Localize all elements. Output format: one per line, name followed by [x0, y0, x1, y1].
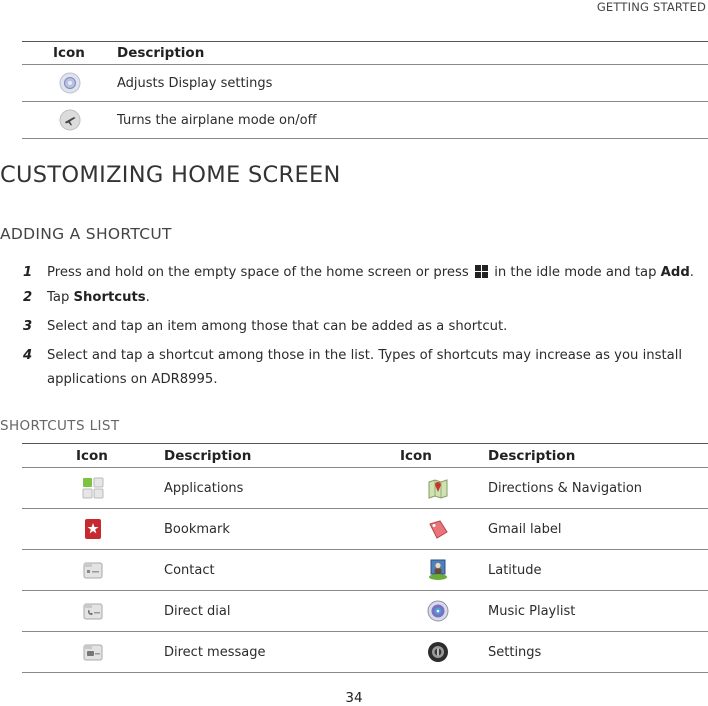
- table-row: [22, 509, 708, 550]
- contact-icon: [82, 559, 104, 581]
- table-row: [22, 65, 708, 102]
- table-cell-description: Latitude: [488, 562, 542, 578]
- step-text: Press and hold on the empty space of the home screen or press: [47, 265, 469, 280]
- table-cell-description: Adjusts Display settings: [117, 75, 273, 91]
- latitude-icon: [427, 559, 449, 581]
- table-row: [22, 591, 708, 632]
- running-header: GETTING STARTED: [596, 0, 706, 14]
- table-cell-description: Gmail label: [488, 521, 562, 537]
- settings-icon-table: [22, 41, 708, 139]
- column-header-description: Description: [488, 447, 576, 464]
- table-cell-description: Contact: [164, 562, 215, 578]
- section-title: ADDING A SHORTCUT: [0, 225, 172, 243]
- step-text: Select and tap an item among those that can be added as a shortcut.: [47, 319, 508, 334]
- column-header-description: Description: [164, 447, 252, 464]
- applications-icon: [82, 477, 104, 499]
- table-header-row: [22, 42, 708, 65]
- table-row: [22, 632, 708, 673]
- table-cell-description: Direct dial: [164, 603, 231, 619]
- gmail-label-icon: [427, 518, 449, 540]
- page-number: 34: [345, 690, 363, 706]
- step-text: applications on ADR8995.: [47, 372, 218, 387]
- home-grid-icon: [475, 265, 488, 278]
- table-cell-description: Bookmark: [164, 521, 230, 537]
- table-header-row: [22, 444, 708, 468]
- table-row: [22, 550, 708, 591]
- direct-dial-icon: [82, 600, 104, 622]
- step-keyword: Add: [660, 265, 690, 280]
- settings-icon: [427, 641, 449, 663]
- step-text: .: [145, 290, 150, 305]
- table-cell-description: Directions & Navigation: [488, 480, 643, 496]
- directions-navigation-icon: [427, 477, 449, 499]
- table-cell-description: Music Playlist: [488, 603, 576, 619]
- column-header-icon: Icon: [76, 447, 108, 464]
- step-number: 3: [23, 319, 33, 334]
- step-number: 4: [23, 348, 33, 363]
- column-header-description: Description: [117, 45, 205, 61]
- step-text: Tap: [47, 290, 70, 305]
- column-header-icon: Icon: [400, 447, 432, 464]
- step-number: 1: [23, 265, 33, 280]
- step-text: Select and tap a shortcut among those in the list. Types of shortcuts may increase as you install: [47, 348, 683, 363]
- bookmark-icon: [82, 518, 104, 540]
- shortcuts-table: [22, 443, 708, 673]
- step-keyword: Shortcuts: [73, 290, 146, 305]
- table-cell-description: Settings: [488, 644, 542, 660]
- direct-message-icon: [82, 641, 104, 663]
- step-text: .: [689, 265, 694, 280]
- column-header-icon: Icon: [53, 45, 85, 61]
- page-title: CUSTOMIZING HOME SCREEN: [0, 162, 341, 188]
- step-text: in the idle mode and tap: [494, 265, 657, 280]
- airplane-mode-icon: [59, 109, 81, 131]
- table-cell-description: Applications: [164, 480, 244, 496]
- table-row: [22, 468, 708, 509]
- shortcuts-list-title: SHORTCUTS LIST: [0, 418, 120, 434]
- music-playlist-icon: [427, 600, 449, 622]
- step-number: 2: [23, 290, 33, 305]
- table-row: [22, 102, 708, 139]
- table-cell-description: Turns the airplane mode on/off: [117, 112, 317, 128]
- display-settings-icon: [59, 72, 81, 94]
- table-cell-description: Direct message: [164, 644, 266, 660]
